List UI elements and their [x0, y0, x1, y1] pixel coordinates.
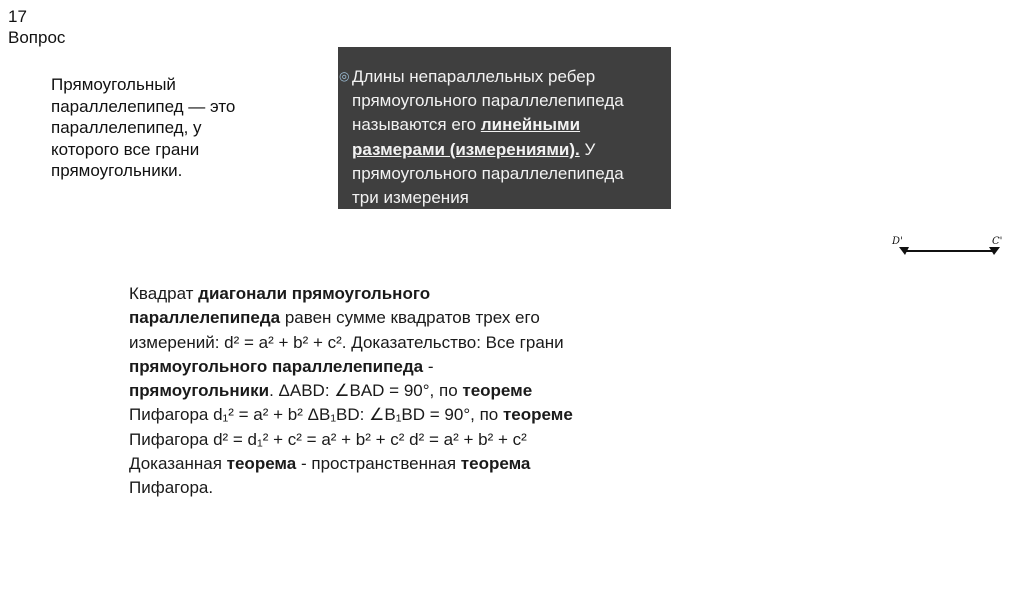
- text-row: Пифагора d₁² = a² + b² ΔB₁BD: ∠B₁BD = 90°, по теореме: [129, 405, 573, 425]
- text-row: Пифагора d² = d₁² + c² = a² + b² + c² d² = a² + b² + c²: [129, 429, 527, 449]
- question-header: [8, 6, 65, 48]
- text-row: измерений: d² = a² + b² + c². Доказательство: Все грани: [129, 332, 564, 352]
- question-number: 17: [8, 7, 27, 26]
- definition-line: параллелепипед — это: [51, 96, 236, 116]
- text-row: Доказанная теорема - пространственная теорема: [129, 454, 531, 474]
- definition-text: [51, 74, 291, 182]
- text-row: Квадрат диагонали прямоугольного: [129, 284, 431, 303]
- slide-line: ◎ Длины непараллельных ребер: [338, 64, 671, 89]
- slide-image-text: [338, 64, 671, 210]
- highlight-term: линейными: [480, 115, 581, 135]
- slide-line: прямоугольного параллелепипеда: [352, 91, 624, 111]
- text-row: прямоугольники. ΔABD: ∠BAD = 90°, по теореме: [129, 381, 533, 401]
- definition-line: Прямоугольный: [51, 75, 176, 94]
- circle-bullet-icon: ◎: [339, 69, 350, 83]
- text-row: параллелепипеда равен сумме квадратов трех его: [129, 308, 540, 328]
- definition-line: которого все грани: [51, 139, 200, 159]
- text-row: Пифагора.: [129, 478, 214, 498]
- definition-line: прямоугольники.: [51, 161, 183, 180]
- text-row: прямоугольного параллелепипеда -: [129, 356, 434, 376]
- slide-line: называются его линейными: [352, 115, 581, 135]
- box-figure-fragment: [883, 233, 1009, 256]
- vertex-label-d: D': [892, 236, 903, 247]
- vertex-label-c: C': [992, 236, 1003, 247]
- slide-image-box: [338, 47, 1003, 247]
- question-label: Вопрос: [8, 28, 66, 47]
- definition-line: параллелепипед, у: [51, 118, 202, 137]
- slide-line: прямоугольного параллелепипеда: [352, 163, 624, 183]
- slide-line: три измерения: [352, 188, 469, 208]
- highlight-term: размерами (измерениями).: [352, 139, 580, 159]
- theorem-text: [129, 282, 649, 501]
- slide-line: размерами (измерениями). У: [352, 139, 596, 159]
- parallelepiped-edge-figure: [883, 233, 1009, 256]
